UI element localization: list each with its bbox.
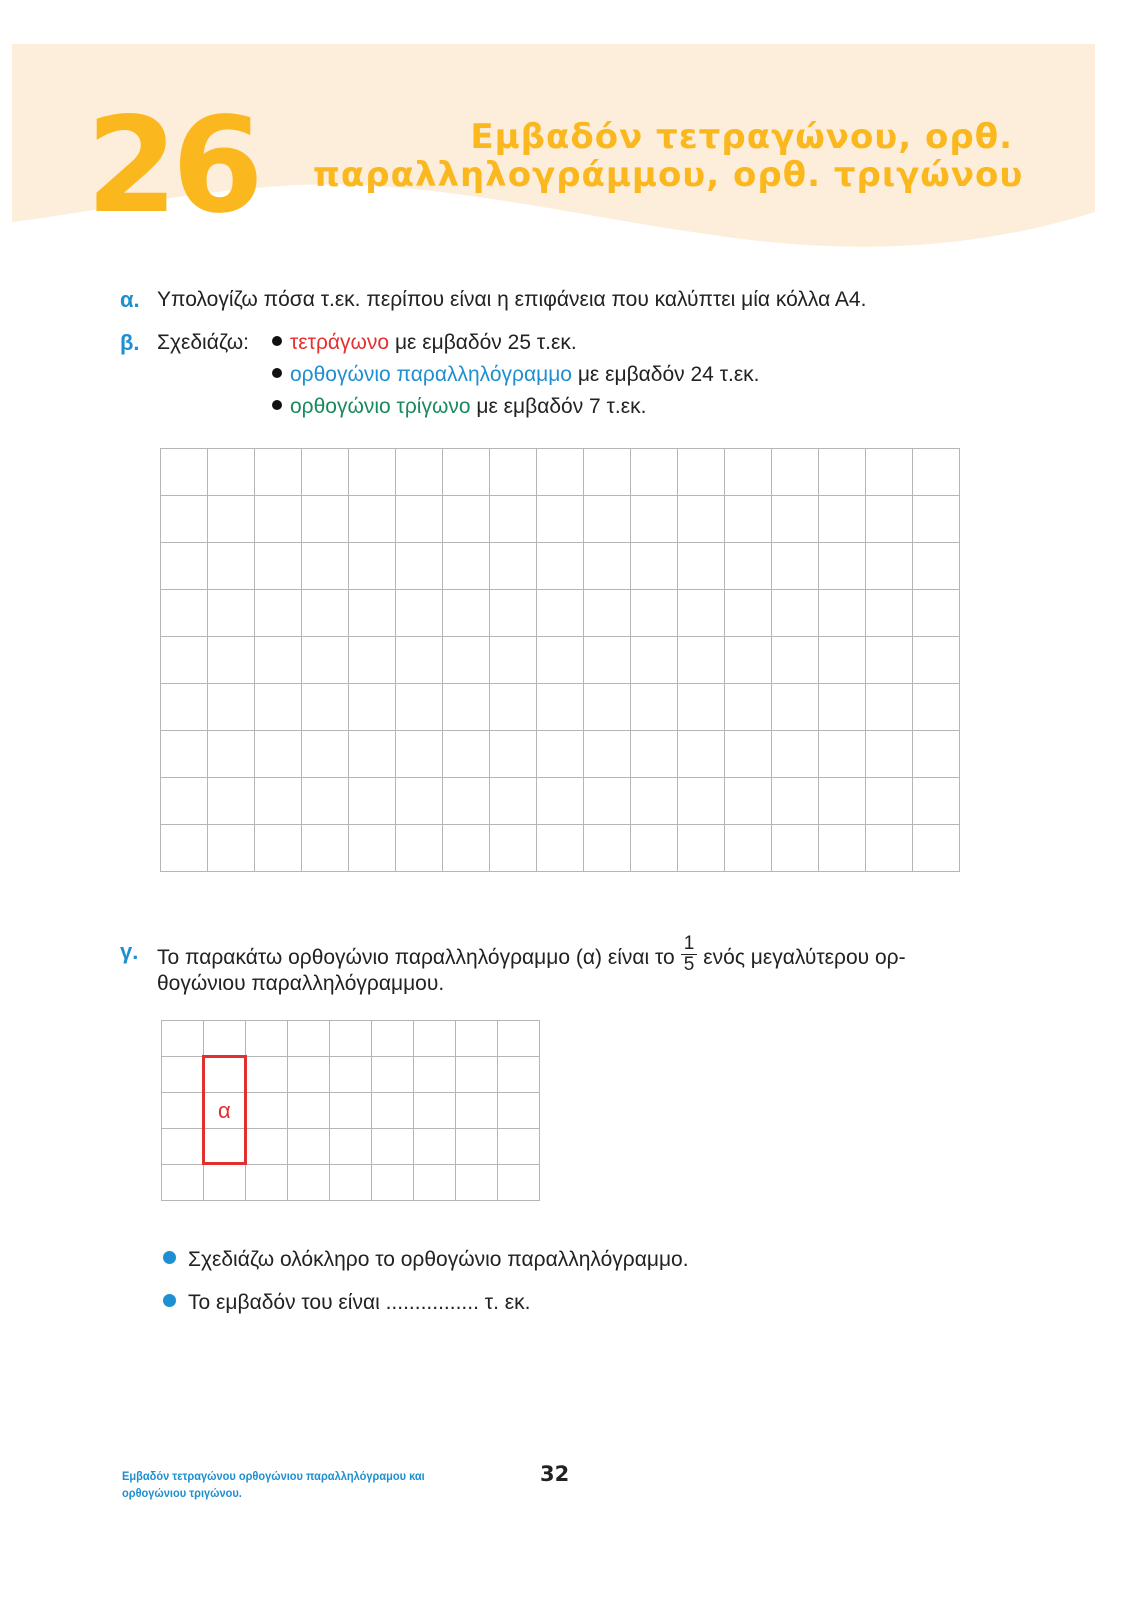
grid-cell[interactable]	[490, 684, 537, 731]
grid-cell[interactable]	[302, 825, 349, 872]
grid-cell[interactable]	[302, 543, 349, 590]
grid-cell[interactable]	[631, 637, 678, 684]
grid-cell[interactable]	[819, 637, 866, 684]
grid-cell[interactable]	[162, 1021, 204, 1057]
grid-cell[interactable]	[330, 1093, 372, 1129]
grid-cell[interactable]	[866, 637, 913, 684]
grid-row	[161, 637, 960, 684]
grid-cell[interactable]	[498, 1165, 540, 1201]
grid-cell[interactable]	[866, 449, 913, 496]
grid-cell[interactable]	[498, 1129, 540, 1165]
grid-cell[interactable]	[584, 825, 631, 872]
grid-cell[interactable]	[396, 778, 443, 825]
grid-cell[interactable]	[443, 684, 490, 731]
grid-cell[interactable]	[162, 1165, 204, 1201]
grid-cell[interactable]	[772, 449, 819, 496]
exercise-c-bullet-draw	[163, 1246, 689, 1274]
grid-cell[interactable]	[161, 590, 208, 637]
bullet-text: Το εμβαδόν του είναι ................ τ. εκ.	[188, 1291, 531, 1314]
grid-cell[interactable]	[443, 731, 490, 778]
grid-cell[interactable]	[161, 637, 208, 684]
grid-row	[162, 1165, 540, 1201]
grid-cell[interactable]	[349, 543, 396, 590]
grid-row	[161, 684, 960, 731]
grid-row	[161, 449, 960, 496]
grid-cell[interactable]	[204, 1165, 246, 1201]
grid-cell[interactable]	[678, 731, 725, 778]
bullet-icon	[272, 368, 282, 378]
exercise-a-letter: α.	[120, 287, 140, 312]
grid-cell[interactable]	[162, 1093, 204, 1129]
grid-cell[interactable]	[161, 825, 208, 872]
grid-cell[interactable]	[866, 543, 913, 590]
grid-cell[interactable]	[302, 449, 349, 496]
grid-cell[interactable]	[255, 449, 302, 496]
grid-cell[interactable]	[330, 1129, 372, 1165]
grid-cell[interactable]	[584, 496, 631, 543]
grid-cell[interactable]	[537, 449, 584, 496]
shape-name-square: τετράγωνο	[290, 331, 390, 354]
grid-cell[interactable]	[208, 637, 255, 684]
grid-cell[interactable]	[255, 731, 302, 778]
grid-cell[interactable]	[162, 1057, 204, 1093]
grid-cell[interactable]	[772, 778, 819, 825]
grid-cell[interactable]	[725, 684, 772, 731]
grid-cell[interactable]	[678, 778, 725, 825]
grid-cell[interactable]	[456, 1129, 498, 1165]
grid-cell[interactable]	[456, 1057, 498, 1093]
grid-cell[interactable]	[725, 825, 772, 872]
grid-cell[interactable]	[396, 543, 443, 590]
shape-name-triangle: ορθογώνιο τρίγωνο	[290, 395, 471, 418]
grid-cell[interactable]	[772, 731, 819, 778]
grid-cell[interactable]	[288, 1093, 330, 1129]
grid-cell[interactable]	[396, 684, 443, 731]
grid-cell[interactable]	[584, 449, 631, 496]
grid-cell[interactable]	[866, 684, 913, 731]
grid-cell[interactable]	[819, 590, 866, 637]
shape-name-rectangle: ορθογώνιο παραλληλόγραμμο	[290, 363, 572, 386]
exercise-b-item-square	[272, 329, 577, 357]
fraction-one-fifth	[681, 934, 698, 975]
grid-cell[interactable]	[631, 684, 678, 731]
grid-cell[interactable]	[498, 1093, 540, 1129]
grid-cell[interactable]	[288, 1129, 330, 1165]
grid-cell[interactable]	[288, 1057, 330, 1093]
grid-cell[interactable]	[584, 543, 631, 590]
grid-cell[interactable]	[819, 825, 866, 872]
item-rest: με εμβαδόν 24 τ.εκ.	[571, 363, 760, 386]
grid-cell[interactable]	[584, 684, 631, 731]
grid-cell[interactable]	[725, 496, 772, 543]
grid-cell[interactable]	[631, 543, 678, 590]
grid-cell[interactable]	[913, 778, 960, 825]
grid-cell[interactable]	[866, 825, 913, 872]
grid-cell[interactable]	[246, 1165, 288, 1201]
grid-row	[161, 543, 960, 590]
grid-cell[interactable]	[584, 778, 631, 825]
exercise-c-text-before: Το παρακάτω ορθογώνιο παραλληλόγραμμο (α) είναι το	[157, 946, 675, 970]
grid-cell[interactable]	[302, 637, 349, 684]
grid-cell[interactable]	[396, 637, 443, 684]
grid-cell[interactable]	[772, 825, 819, 872]
grid-cell[interactable]	[819, 496, 866, 543]
grid-cell[interactable]	[161, 496, 208, 543]
grid-cell[interactable]	[490, 496, 537, 543]
grid-cell[interactable]	[772, 637, 819, 684]
exercise-b-item-rectangle	[272, 361, 760, 389]
grid-cell[interactable]	[498, 1057, 540, 1093]
exercise-a-text: Υπολογίζω πόσα τ.εκ. περίπου είναι η επιφάνεια που καλύπτει μία κόλλα Α4.	[157, 288, 867, 311]
grid-cell[interactable]	[443, 637, 490, 684]
grid-cell[interactable]	[349, 684, 396, 731]
grid-cell[interactable]	[772, 684, 819, 731]
grid-cell[interactable]	[162, 1129, 204, 1165]
grid-cell[interactable]	[246, 1093, 288, 1129]
grid-cell[interactable]	[161, 731, 208, 778]
grid-cell[interactable]	[678, 637, 725, 684]
bullet-icon	[272, 336, 282, 346]
grid-cell[interactable]	[372, 1165, 414, 1201]
grid-cell[interactable]	[913, 496, 960, 543]
footer-text: Εμβαδόν τετραγώνου ορθογώνιου παραλληλόγραμου και ορθογώνιου τριγώνου.	[122, 1469, 425, 1500]
grid-cell[interactable]	[330, 1057, 372, 1093]
grid-cell[interactable]	[678, 449, 725, 496]
grid-cell[interactable]	[584, 637, 631, 684]
grid-cell[interactable]	[772, 496, 819, 543]
grid-cell[interactable]	[631, 778, 678, 825]
lesson-number: 26	[86, 89, 258, 243]
grid-cell[interactable]	[349, 496, 396, 543]
grid-cell[interactable]	[204, 1021, 246, 1057]
grid-cell[interactable]	[819, 449, 866, 496]
grid-cell[interactable]	[208, 543, 255, 590]
grid-cell[interactable]	[537, 496, 584, 543]
grid-cell[interactable]	[396, 449, 443, 496]
grid-cell[interactable]	[414, 1129, 456, 1165]
grid-cell[interactable]	[161, 778, 208, 825]
grid-cell[interactable]	[349, 637, 396, 684]
grid-cell[interactable]	[443, 590, 490, 637]
grid-cell[interactable]	[208, 449, 255, 496]
grid-cell[interactable]	[866, 496, 913, 543]
grid-cell[interactable]	[725, 543, 772, 590]
grid-cell[interactable]	[537, 590, 584, 637]
grid-cell[interactable]	[255, 590, 302, 637]
grid-row	[162, 1021, 540, 1057]
grid-cell[interactable]	[255, 637, 302, 684]
grid-cell[interactable]	[208, 496, 255, 543]
grid-cell[interactable]	[330, 1165, 372, 1201]
grid-cell[interactable]	[443, 778, 490, 825]
bullet-icon	[163, 1294, 176, 1307]
grid-cell[interactable]	[161, 449, 208, 496]
grid-cell[interactable]	[866, 778, 913, 825]
grid-cell[interactable]	[631, 449, 678, 496]
grid-cell[interactable]	[490, 778, 537, 825]
grid-cell[interactable]	[372, 1129, 414, 1165]
grid-cell[interactable]	[490, 731, 537, 778]
grid-cell[interactable]	[725, 590, 772, 637]
lesson-title-line-1: Εμβαδόν τετραγώνου, ορθ.	[470, 117, 1013, 157]
grid-cell[interactable]	[678, 496, 725, 543]
exercise-c-text-after: ενός μεγαλύτερου ορ-	[703, 946, 906, 970]
lesson-title	[313, 117, 1024, 195]
grid-cell[interactable]	[819, 731, 866, 778]
grid-cell[interactable]	[349, 590, 396, 637]
grid-cell[interactable]	[725, 778, 772, 825]
grid-cell[interactable]	[330, 1021, 372, 1057]
grid-cell[interactable]	[537, 825, 584, 872]
grid-cell[interactable]	[443, 496, 490, 543]
grid-cell[interactable]	[537, 543, 584, 590]
grid-cell[interactable]	[631, 731, 678, 778]
grid-row	[161, 731, 960, 778]
grid-cell[interactable]	[866, 731, 913, 778]
exercise-b-item-triangle	[272, 393, 646, 421]
grid-cell[interactable]	[396, 825, 443, 872]
grid-row	[161, 590, 960, 637]
grid-cell[interactable]	[537, 684, 584, 731]
grid-cell[interactable]	[372, 1057, 414, 1093]
grid-cell[interactable]	[246, 1021, 288, 1057]
grid-cell[interactable]	[302, 684, 349, 731]
grid-cell[interactable]	[456, 1165, 498, 1201]
grid-cell[interactable]	[490, 543, 537, 590]
grid-cell[interactable]	[396, 496, 443, 543]
grid-cell[interactable]	[456, 1021, 498, 1057]
grid-cell[interactable]	[913, 731, 960, 778]
grid-cell[interactable]	[772, 590, 819, 637]
grid-cell[interactable]	[913, 637, 960, 684]
grid-cell[interactable]	[498, 1021, 540, 1057]
grid-cell[interactable]	[414, 1057, 456, 1093]
grid-cell[interactable]	[246, 1057, 288, 1093]
grid-cell[interactable]	[678, 825, 725, 872]
grid-cell[interactable]	[819, 778, 866, 825]
grid-cell[interactable]	[255, 825, 302, 872]
grid-cell[interactable]	[819, 543, 866, 590]
bullet-icon	[272, 400, 282, 410]
grid-cell[interactable]	[302, 590, 349, 637]
grid-cell[interactable]	[396, 590, 443, 637]
grid-cell[interactable]	[678, 590, 725, 637]
rectangle-a-label: α	[218, 1098, 231, 1123]
grid-cell[interactable]	[584, 590, 631, 637]
drawing-grid-large[interactable]	[160, 448, 960, 872]
exercise-c-line-2: θογώνιου παραλληλόγραμμου.	[157, 972, 445, 995]
grid-cell[interactable]	[302, 496, 349, 543]
grid-cell[interactable]	[725, 731, 772, 778]
grid-cell[interactable]	[302, 731, 349, 778]
grid-row	[161, 778, 960, 825]
grid-cell[interactable]	[913, 825, 960, 872]
grid-cell[interactable]	[490, 590, 537, 637]
grid-cell[interactable]	[913, 543, 960, 590]
grid-cell[interactable]	[678, 684, 725, 731]
grid-cell[interactable]	[161, 543, 208, 590]
grid-cell[interactable]	[255, 543, 302, 590]
grid-cell[interactable]	[414, 1021, 456, 1057]
grid-cell[interactable]	[866, 590, 913, 637]
grid-cell[interactable]	[208, 778, 255, 825]
grid-cell[interactable]	[349, 449, 396, 496]
grid-row	[161, 496, 960, 543]
grid-cell[interactable]	[443, 825, 490, 872]
grid-cell[interactable]	[161, 684, 208, 731]
grid-cell[interactable]	[255, 496, 302, 543]
grid-cell[interactable]	[302, 778, 349, 825]
grid-cell[interactable]	[725, 637, 772, 684]
exercise-c-bullet-area	[163, 1289, 530, 1317]
grid-cell[interactable]	[913, 590, 960, 637]
fraction-numerator: 1	[681, 934, 698, 955]
grid-cell[interactable]	[537, 731, 584, 778]
grid-cell[interactable]	[414, 1165, 456, 1201]
grid-cell[interactable]	[208, 825, 255, 872]
grid-cell[interactable]	[456, 1093, 498, 1129]
grid-cell[interactable]	[349, 778, 396, 825]
grid-cell[interactable]	[208, 590, 255, 637]
grid-cell[interactable]	[913, 449, 960, 496]
grid-cell[interactable]	[819, 684, 866, 731]
grid-cell[interactable]	[631, 825, 678, 872]
grid-cell[interactable]	[396, 731, 443, 778]
exercise-c-letter: γ.	[120, 939, 139, 964]
grid-cell[interactable]	[288, 1165, 330, 1201]
grid-cell[interactable]	[725, 449, 772, 496]
grid-cell[interactable]	[678, 543, 725, 590]
grid-cell[interactable]	[443, 543, 490, 590]
grid-cell[interactable]	[490, 825, 537, 872]
grid-cell[interactable]	[490, 449, 537, 496]
grid-cell[interactable]	[584, 731, 631, 778]
grid-cell[interactable]	[349, 731, 396, 778]
grid-cell[interactable]	[372, 1021, 414, 1057]
grid-cell[interactable]	[537, 637, 584, 684]
grid-cell[interactable]	[372, 1093, 414, 1129]
page-number: 32	[540, 1462, 570, 1486]
grid-cell[interactable]	[631, 590, 678, 637]
grid-cell[interactable]	[246, 1129, 288, 1165]
grid-cell[interactable]	[490, 637, 537, 684]
item-rest: με εμβαδόν 7 τ.εκ.	[470, 395, 647, 418]
grid-cell[interactable]	[772, 543, 819, 590]
grid-cell[interactable]	[208, 684, 255, 731]
lesson-title-line-2: παραλληλογράμμου, ορθ. τριγώνου	[313, 155, 1024, 195]
exercise-b-intro: Σχεδιάζω:	[157, 331, 249, 354]
grid-cell[interactable]	[443, 449, 490, 496]
grid-cell[interactable]	[288, 1021, 330, 1057]
item-rest: με εμβαδόν 25 τ.εκ.	[389, 331, 577, 354]
grid-cell[interactable]	[537, 778, 584, 825]
grid-cell[interactable]	[913, 684, 960, 731]
exercise-b-letter: β.	[120, 330, 140, 355]
grid-cell[interactable]	[414, 1093, 456, 1129]
grid-row	[161, 825, 960, 872]
fraction-denominator: 5	[683, 954, 695, 975]
bullet-text: Σχεδιάζω ολόκληρο το ορθογώνιο παραλληλόγραμμο.	[188, 1248, 689, 1271]
bullet-icon	[163, 1251, 176, 1264]
grid-cell[interactable]	[208, 731, 255, 778]
grid-cell[interactable]	[631, 496, 678, 543]
grid-cell[interactable]	[349, 825, 396, 872]
grid-cell[interactable]	[255, 684, 302, 731]
grid-cell[interactable]	[255, 778, 302, 825]
